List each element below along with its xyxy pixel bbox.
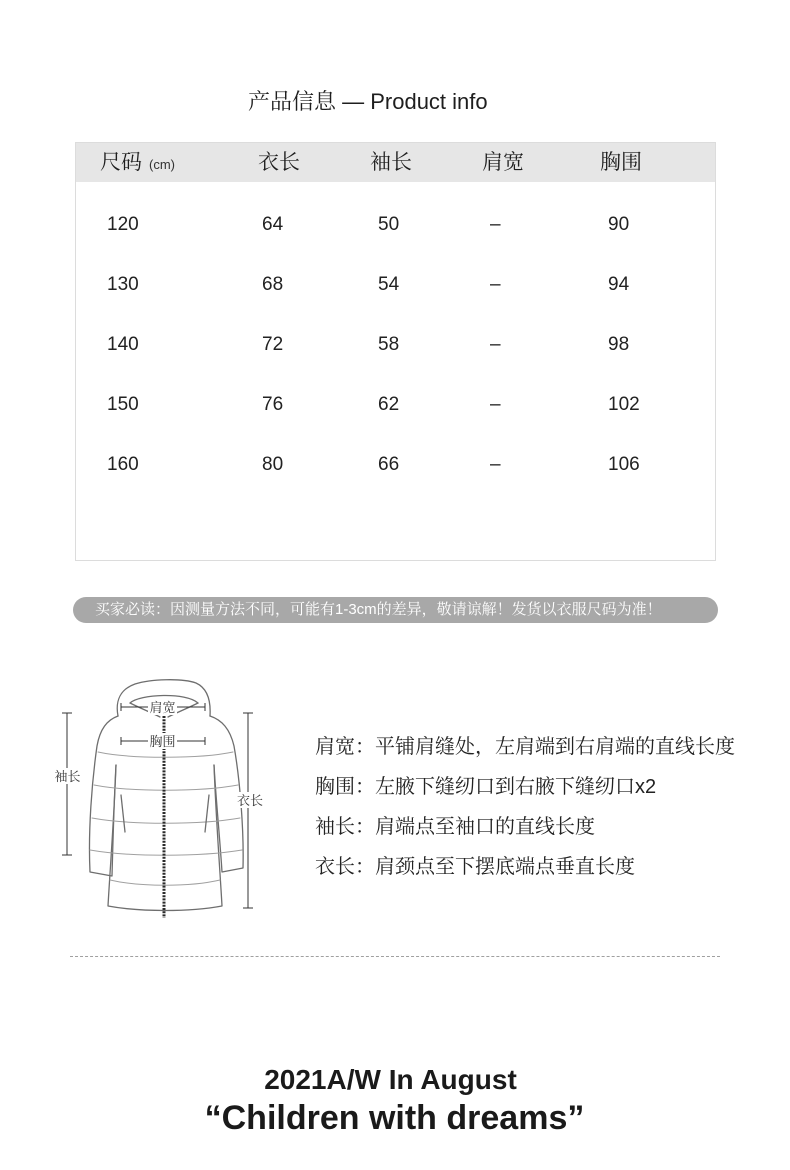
coat-right-pocket [205, 795, 209, 832]
coat-diagram [40, 668, 280, 930]
definition-term: 肩宽 [315, 736, 355, 758]
table-cell-sleeve: 58 [378, 334, 400, 355]
season-heading: 2021A/W In August [264, 1064, 517, 1095]
table-cell-shoulder: – [490, 454, 501, 475]
definition-length [315, 853, 635, 881]
notice-banner [73, 597, 718, 623]
definition-description: 平铺肩缝处，左肩端到右肩端的直线长度 [375, 736, 735, 758]
table-cell-size: 160 [107, 454, 139, 475]
table-cell-chest: 98 [608, 334, 630, 355]
definition-term: 袖长 [315, 816, 355, 838]
table-cell-sleeve: 66 [378, 454, 400, 475]
table-cell-length: 72 [262, 334, 284, 355]
column-header-shoulder: 肩宽 [482, 151, 524, 174]
table-cell-shoulder: – [490, 214, 501, 235]
table-row [76, 212, 715, 238]
column-header-length: 衣长 [258, 151, 300, 174]
table-row [76, 392, 715, 418]
definition-term: 衣长 [315, 856, 355, 878]
table-cell-chest: 90 [608, 214, 630, 235]
shoulder-width-label: 肩宽 [149, 700, 176, 715]
garment-length-measure [243, 713, 253, 908]
garment-length-label: 衣长 [236, 793, 264, 808]
table-cell-sleeve: 50 [378, 214, 400, 235]
table-cell-chest: 94 [608, 274, 630, 295]
table-header [76, 143, 715, 182]
table-cell-length: 64 [262, 214, 284, 235]
column-header-sleeve: 袖长 [370, 151, 412, 174]
definition-separator: ： [355, 856, 375, 878]
table-cell-chest: 106 [608, 454, 640, 475]
definition-term: 胸围 [315, 776, 355, 798]
size-table [75, 142, 716, 561]
table-row [76, 272, 715, 298]
table-cell-size: 140 [107, 334, 139, 355]
table-row [76, 452, 715, 478]
sleeve-length-label: 袖长 [54, 769, 81, 784]
table-cell-size: 150 [107, 394, 139, 415]
column-header-size-label: 尺码 [100, 151, 142, 174]
table-cell-shoulder: – [490, 334, 501, 355]
page-title: 产品信息 — Product info [248, 89, 488, 114]
table-cell-shoulder: – [490, 274, 501, 295]
table-cell-shoulder: – [490, 394, 501, 415]
definition-description: 左腋下缝纫口到右腋下缝纫口x2 [375, 776, 657, 798]
table-cell-sleeve: 62 [378, 394, 400, 415]
definition-chest [315, 773, 656, 801]
definition-description: 肩颈点至下摆底端点垂直长度 [375, 856, 635, 878]
table-cell-length: 76 [262, 394, 284, 415]
definition-separator: ： [355, 776, 375, 798]
column-header-size-unit: (cm) [149, 157, 175, 172]
column-header-chest: 胸围 [600, 151, 642, 174]
definition-separator: ： [355, 736, 375, 758]
table-cell-length: 68 [262, 274, 284, 295]
definition-description: 肩端点至袖口的直线长度 [375, 816, 595, 838]
dashed-divider [70, 956, 720, 957]
coat-left-pocket [121, 795, 125, 832]
table-cell-chest: 102 [608, 394, 640, 415]
table-cell-length: 80 [262, 454, 284, 475]
definition-sleeve [315, 813, 595, 841]
slogan-heading: “Children with dreams” [204, 1099, 585, 1137]
table-cell-size: 120 [107, 214, 139, 235]
chest-label: 胸围 [149, 734, 176, 749]
column-header-size [100, 143, 175, 182]
notice-text: 买家必读：因测量方法不同，可能有1-3cm的差异，敬请谅解！发货以衣服尺码为准！ [95, 601, 662, 618]
table-cell-sleeve: 54 [378, 274, 400, 295]
definition-shoulder [315, 733, 735, 761]
table-row [76, 332, 715, 358]
table-cell-size: 130 [107, 274, 139, 295]
definition-separator: ： [355, 816, 375, 838]
